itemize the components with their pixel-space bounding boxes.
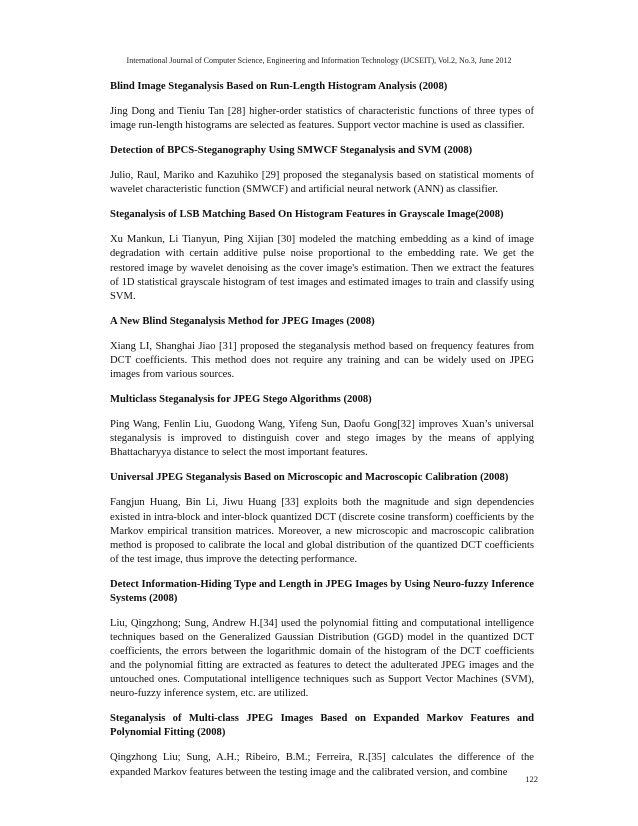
- section-paragraph: Jing Dong and Tieniu Tan [28] higher-order statistics of characteristic functions of three types of image run-length histograms are selected as features. Support vector machine is used as classifier.: [110, 106, 534, 132]
- section-title: Universal JPEG Steganalysis Based on Microscopic and Macroscopic Calibration (2008): [110, 472, 509, 484]
- section-title: Steganalysis of LSB Matching Based On Histogram Features in Grayscale Image(2008): [110, 209, 504, 221]
- section-paragraph: Fangjun Huang, Bin Li, Jiwu Huang [33] exploits both the magnitude and sign dependencies existed in intra-block and inter-block quantized DCT (discrete cosine transform) coefficients by the Markov empirical transition matrices. Moreover, a new microscopic and macroscopic calibration method is proposed to calibrate the local and global distribution of the quantized DCT coefficients of the test image, thus improve the detecting performance.: [110, 497, 534, 565]
- page-content: [110, 80, 534, 791]
- section-paragraph: Julio, Raul, Mariko and Kazuhiko [29] proposed the steganalysis based on statistical moments of wavelet characteristic function (SMWCF) and artificial neural network (ANN) as classifier.: [110, 170, 534, 196]
- section-paragraph: Liu, Qingzhong; Sung, Andrew H.[34] used the polynomial fitting and computational intelligence techniques based on the Generalized Gaussian Distribution (GGD) model in the quantized DCT coefficients, the errors between the logarithmic domain of the histogram of the DCT coefficients and the polynomial fitting are extracted as features to detect the adulterated JPEG images and the untouched ones. Computational intelligence techniques such as Support Vector Machines (SVM), neuro-fuzzy inference system, etc. are utilized.: [110, 617, 534, 700]
- section-paragraph: Qingzhong Liu; Sung, A.H.; Ribeiro, B.M.; Ferreira, R.[35] calculates the difference of the expanded Markov features between the testing image and the calibrated version, and combine: [110, 752, 534, 778]
- section-title: Multiclass Steganalysis for JPEG Stego Algorithms (2008): [110, 394, 372, 406]
- section-paragraph: Ping Wang, Fenlin Liu, Guodong Wang, Yifeng Sun, Daofu Gong[32] improves Xuan’s universal steganalysis is improved to distinguish cover and stego images by the means of applying Bhattacharyya distance to select the most important features.: [110, 419, 534, 459]
- section-paragraph: Xu Mankun, Li Tianyun, Ping Xijian [30] modeled the matching embedding as a kind of image degradation with certain additive pulse noise proportional to the embedding rate. We get the restored image by wavelet denoising as the cover image's estimation. Then we extract the features of 1D statistical grayscale histogram of test images and estimated images to train and classify using SVM.: [110, 234, 534, 302]
- section-title: Blind Image Steganalysis Based on Run-Length Histogram Analysis (2008): [110, 81, 448, 92]
- section-title: Steganalysis of Multi-class JPEG Images Based on Expanded Markov Features and Polynomial Fitting (2008): [110, 713, 534, 739]
- section-title: Detect Information-Hiding Type and Length in JPEG Images by Using Neuro-fuzzy Inference Systems (2008): [110, 578, 534, 604]
- page-number: 122: [525, 774, 538, 784]
- section-title: A New Blind Steganalysis Method for JPEG Images (2008): [110, 315, 375, 327]
- section-title: Detection of BPCS-Steganography Using SMWCF Steganalysis and SVM (2008): [110, 145, 473, 157]
- running-header: International Journal of Computer Science, Engineering and Information Technology (IJCSEIT), Vol.2, No.3, June 2012: [126, 56, 512, 65]
- section-paragraph: Xiang LI, Shanghai Jiao [31] proposed the steganalysis method based on frequency features from DCT coefficients. This method does not require any training and can be widely used on JPEG images from various sources.: [110, 340, 534, 381]
